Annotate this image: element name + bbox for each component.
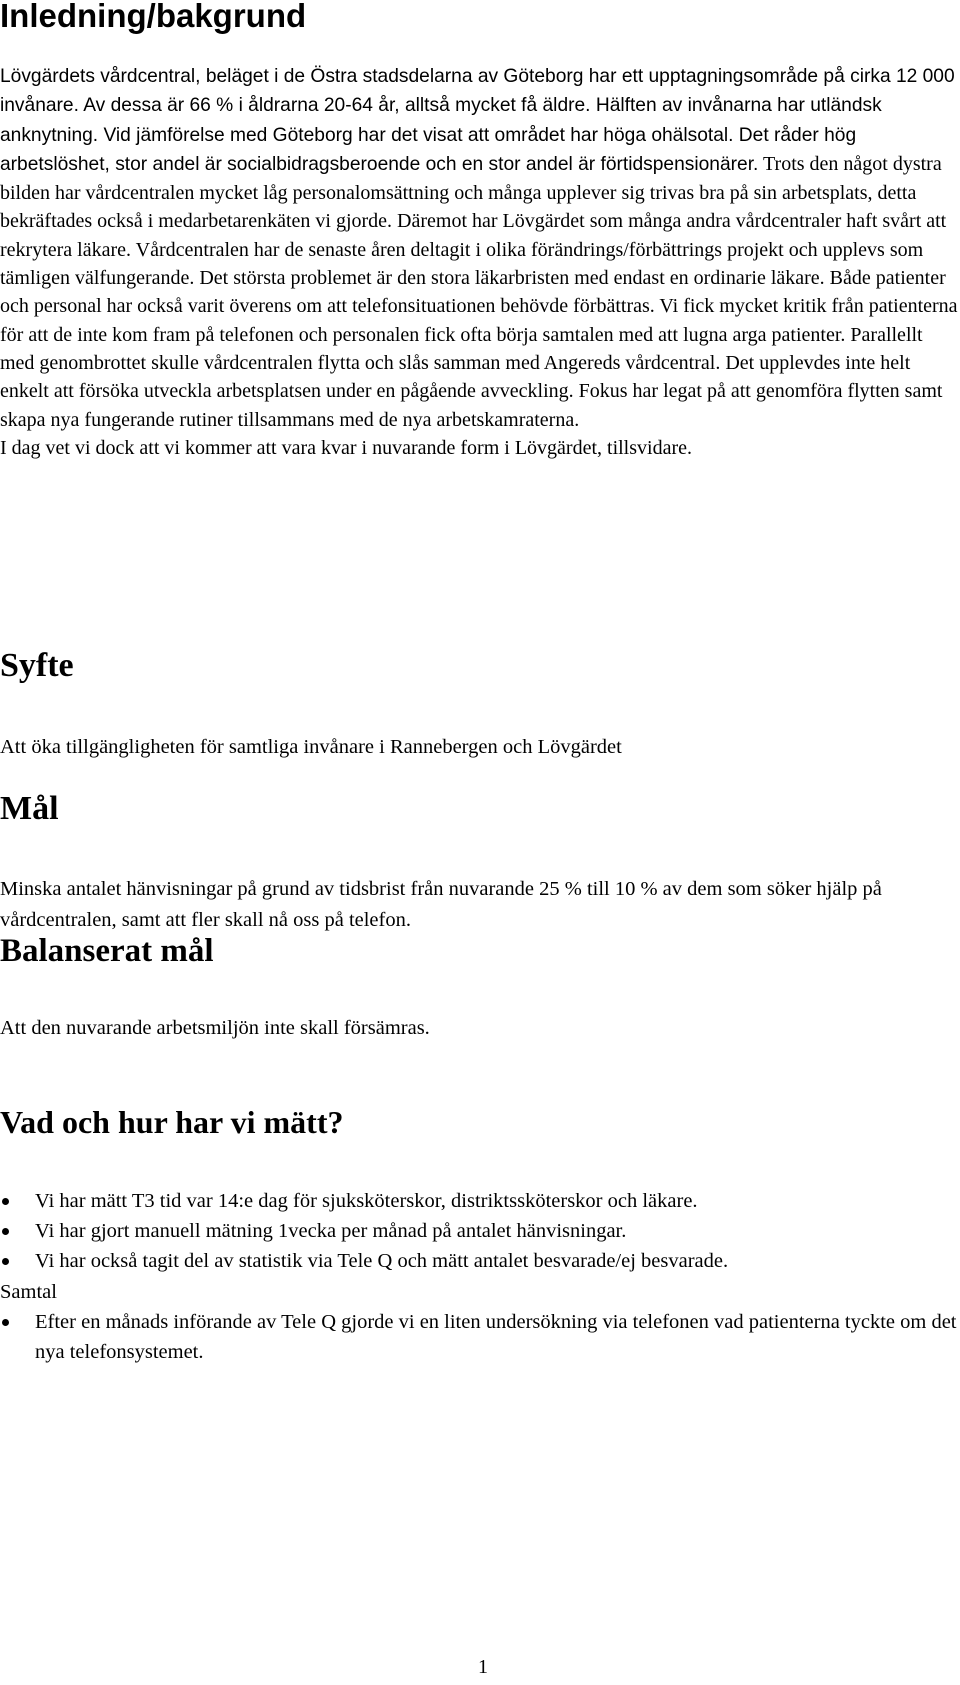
list-item <box>0 1246 960 1276</box>
heading-inledning: Inledning/bakgrund <box>0 0 307 34</box>
intro-paragraph <box>0 62 960 462</box>
intro-last-line: I dag vet vi dock att vi kommer att vara kvar i nuvarande form i Lövgärdet, tillsvidare. <box>0 436 692 459</box>
measurement-list <box>0 1186 960 1367</box>
bullet-icon <box>2 1228 9 1235</box>
intro-text-serif: Trots den något dystra bilden har vårdcentralen mycket låg personalomsättning och många upplever sig trivas bra på sin arbetsplats, detta bekräftades också i medarbetarenkäten vi gjorde. Däremot har Lövgärdet som många andra vårdcentraler haft svårt att rekrytera läkare. Vårdcentralen har de senaste åren deltagit i olika förändrings/förbättrings projekt och upplevs som tämligen välfungerande. Det största problemet är den stora läkarbristen med endast en ordinarie läkare. Både patienter och personal har också varit överens om att telefonsituationen behövde förbättras. Vi fick mycket kritik från patienterna för att de inte kom fram på telefonen och personalen fick ofta börja samtalen med att lugna arga patienter. Parallellt med genombrottet skulle vårdcentralen flytta och slås samman med Angereds vårdcentral. Det upplevdes inte helt enkelt att försöka utveckla arbetsplatsen under en pågående avveckling. Fokus har legat på att genomföra flytten samt skapa nya fungerande rutiner tillsammans med de nya arbetskamraterna. <box>0 152 958 431</box>
mal-text: Minska antalet hänvisningar på grund av tidsbrist från nuvarande 25 % till 10 % av dem som söker hjälp på vårdcentralen, samt att fler skall nå oss på telefon. <box>0 878 882 931</box>
samtal-line <box>0 1277 960 1307</box>
samtal-text: Samtal <box>0 1280 57 1303</box>
balanserat-text: Att den nuvarande arbetsmiljön inte skall försämras. <box>0 1017 430 1039</box>
heading-syfte: Syfte <box>0 647 74 684</box>
list-item-text: Efter en månads införande av Tele Q gjorde vi en liten undersökning via telefonen vad patienterna tyckte om det nya telefonsystemet. <box>35 1310 957 1364</box>
heading-mal: Mål <box>0 790 59 827</box>
bullet-icon <box>2 1258 9 1265</box>
list-item-text: Vi har också tagit del av statistik via Tele Q och mätt antalet besvarade/ej besvarade. <box>35 1250 729 1273</box>
list-item <box>0 1216 960 1246</box>
heading-vad-och-hur: Vad och hur har vi mätt? <box>0 1104 344 1140</box>
bullet-icon <box>2 1198 9 1205</box>
page-number: 1 <box>478 1656 488 1678</box>
list-item-text: Vi har gjort manuell mätning 1vecka per månad på antalet hänvisningar. <box>35 1220 627 1243</box>
intro-text-sans: Lövgärdets vårdcentral, beläget i de Östra stadsdelarna av Göteborg har ett upptagningsområde på cirka 12 000 invånare. Av dessa är 66 % i åldrarna 20-64 år, alltså mycket få äldre. Hälften av invånarna har utländsk anknytning. Vid jämförelse med Göteborg har det visat att området har höga ohälsotal. Det råder hög arbetslöshet, stor andel är socialbidragsberoende och en stor andel är förtidspensionärer. <box>0 66 955 175</box>
list-item-text: Vi har mätt T3 tid var 14:e dag för sjuksköterskor, distriktssköterskor och läkare. <box>35 1190 698 1212</box>
heading-balanserat-mal: Balanserat mål <box>0 933 214 969</box>
syfte-text: Att öka tillgängligheten för samtliga invånare i Rannebergen och Lövgärdet <box>0 736 622 758</box>
list-item <box>0 1307 960 1367</box>
list-item <box>0 1186 960 1216</box>
bullet-icon <box>2 1319 9 1326</box>
